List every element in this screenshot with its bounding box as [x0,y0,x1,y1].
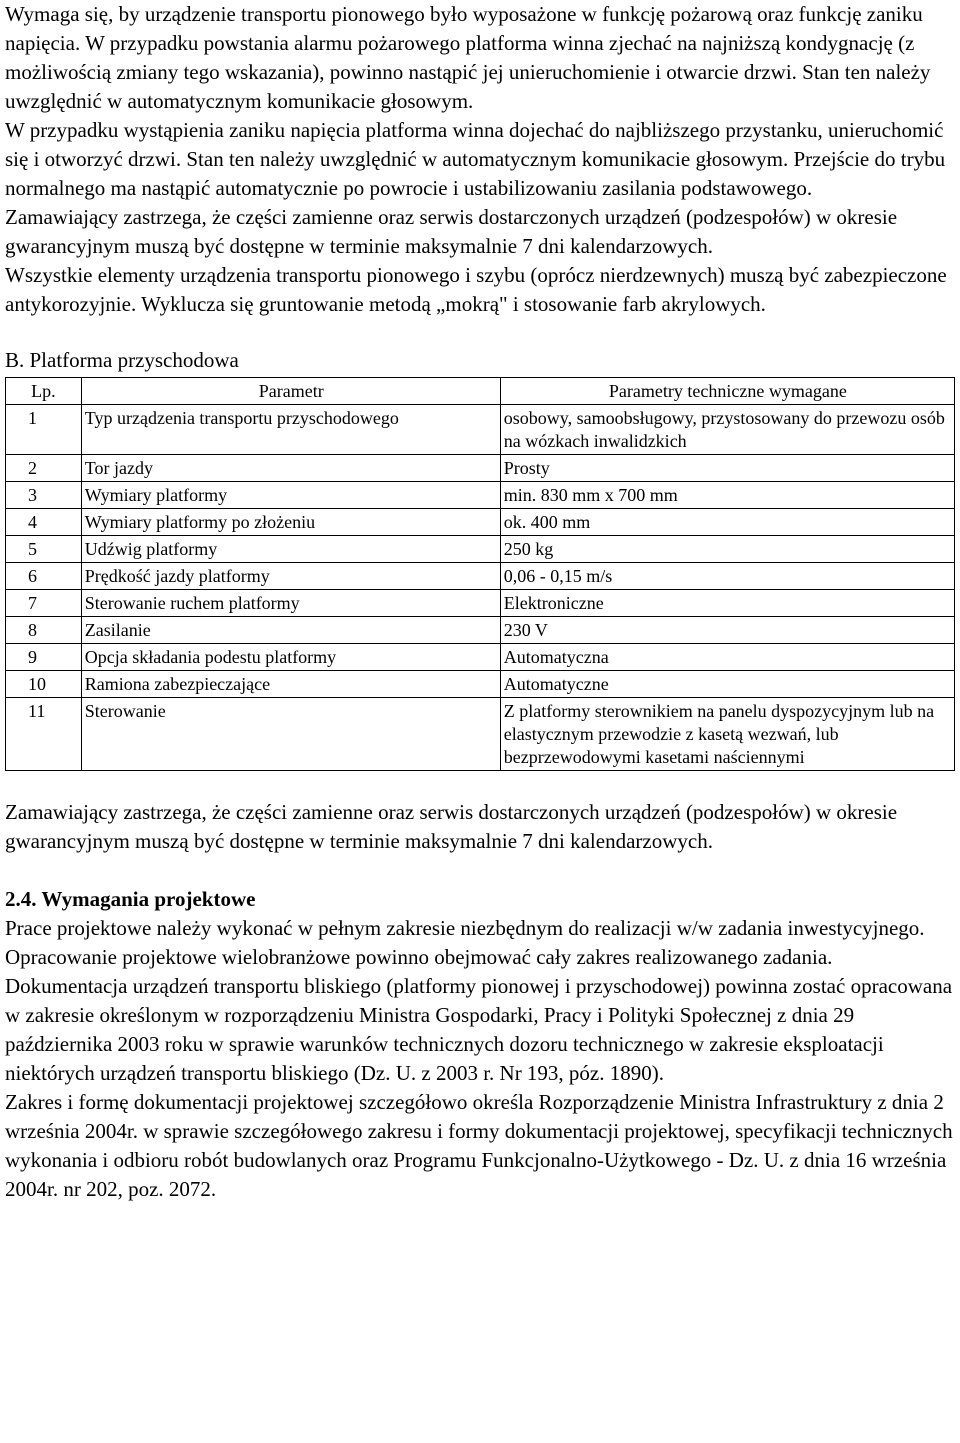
row-requirement: Automatyczne [500,671,954,698]
row-requirement: 0,06 - 0,15 m/s [500,563,954,590]
table-row [6,455,955,482]
paragraph-power-loss: W przypadku wystąpienia zaniku napięcia platforma winna dojechać do najbliższego przystanku, unieruchomić się i otworzyć drzwi. Stan ten należy uwzględnić w automatycznym komunikacie głosowym. Przejście do trybu normalnego ma nastąpić automatycznie po powrocie i ustabilizowaniu zasilania podstawowego. [5,118,946,200]
table-header-row [6,378,955,405]
row-requirement: 250 kg [500,536,954,563]
row-requirement: osobowy, samoobsługowy, przystosowany do przewozu osób na wózkach inwalidzkich [500,405,954,455]
row-number: 8 [6,617,82,644]
table-row [6,698,955,771]
paragraph-spare-parts-repeat: Zamawiający zastrzega, że części zamienne oraz serwis dostarczonych urządzeń (podzespołów) w okresie gwarancyjnym muszą być dostępne w terminie maksymalnie 7 dni kalendarzowych. [5,800,898,853]
row-requirement: min. 830 mm x 700 mm [500,482,954,509]
row-number: 5 [6,536,82,563]
table-row [6,671,955,698]
table-row [6,644,955,671]
paragraph-fire-function: Wymaga się, by urządzenie transportu pionowego było wyposażone w funkcję pożarową oraz funkcję zaniku napięcia. W przypadku powstania alarmu pożarowego platforma winna zjechać na najniższą kondygnację (z możliwością zmiany tego wskazania), powinno nastąpić jej unieruchomienie i otwarcie drzwi. Stan ten należy uwzględnić w automatycznym komunikacie głosowym. [5,2,931,113]
row-parameter: Wymiary platformy [81,482,500,509]
row-number: 7 [6,590,82,617]
row-number: 9 [6,644,82,671]
table-row [6,509,955,536]
header-parameter: Parametr [81,378,500,405]
row-number: 1 [6,405,82,455]
table-row [6,617,955,644]
row-requirement: Automatyczna [500,644,954,671]
row-requirement: Elektroniczne [500,590,954,617]
row-parameter: Opcja składania podestu platformy [81,644,500,671]
row-parameter: Zasilanie [81,617,500,644]
section-24-title: 2.4. Wymagania projektowe [5,887,256,911]
paragraph-documentation-form: Zakres i formę dokumentacji projektowej szczegółowo określa Rozporządzenie Ministra Infrastruktury z dnia 2 września 2004r. w sprawie szczegółowego zakresu i formy dokumentacji projektowej, specyfikacji technicznych wykonania i odbioru robót budowlanych oraz Programu Funkcjonalno-Użytkowego - Dz. U. z dnia 16 września 2004r. nr 202, poz. 2072. [5,1090,953,1201]
row-number: 3 [6,482,82,509]
row-parameter: Prędkość jazdy platformy [81,563,500,590]
row-requirement: Prosty [500,455,954,482]
table-body [6,405,955,771]
table-row [6,482,955,509]
section-b-title: B. Platforma przyschodowa [5,348,239,372]
table-row [6,563,955,590]
row-number: 2 [6,455,82,482]
row-number: 10 [6,671,82,698]
header-lp: Lp. [6,378,82,405]
paragraph-design-scope: Prace projektowe należy wykonać w pełnym zakresie niezbędnym do realizacji w/w zadania inwestycyjnego. Opracowanie projektowe wielobranżowe powinno obejmować cały zakres realizowanego zadania. [5,916,925,969]
row-requirement: Z platformy sterownikiem na panelu dyspozycyjnym lub na elastycznym przewodzie z kasetą wezwań, lub bezprzewodowymi kasetami naściennymi [500,698,954,771]
row-requirement: 230 V [500,617,954,644]
table-row [6,536,955,563]
row-number: 4 [6,509,82,536]
paragraph-spare-parts: Zamawiający zastrzega, że części zamienne oraz serwis dostarczonych urządzeń (podzespołów) w okresie gwarancyjnym muszą być dostępne w terminie maksymalnie 7 dni kalendarzowych. [5,205,898,258]
row-parameter: Tor jazdy [81,455,500,482]
row-number: 11 [6,698,82,771]
paragraph-documentation-regulation: Dokumentacja urządzeń transportu bliskiego (platformy pionowej i przyschodowej) powinna zostać opracowana w zakresie określonym w rozporządzeniu Ministra Gospodarki, Pracy i Polityki Społecznej z dnia 29 października 2003 roku w sprawie warunków technicznych dozoru technicznego w zakresie eksploatacji niektórych urządzeń transportu bliskiego (Dz. U. z 2003 r. Nr 193, póz. 1890). [5,974,953,1085]
header-requirements: Parametry techniczne wymagane [500,378,954,405]
paragraph-anticorrosion: Wszystkie elementy urządzenia transportu pionowego i szybu (oprócz nierdzewnych) muszą być zabezpieczone antykorozyjnie. Wyklucza się gruntowanie metodą „mokrą" i stosowanie farb akrylowych. [5,263,947,316]
row-parameter: Ramiona zabezpieczające [81,671,500,698]
table-row [6,590,955,617]
row-parameter: Typ urządzenia transportu przyschodowego [81,405,500,455]
row-parameter: Sterowanie ruchem platformy [81,590,500,617]
row-number: 6 [6,563,82,590]
platform-spec-table [5,377,955,771]
table-row [6,405,955,455]
row-parameter: Wymiary platformy po złożeniu [81,509,500,536]
row-parameter: Udźwig platformy [81,536,500,563]
row-parameter: Sterowanie [81,698,500,771]
row-requirement: ok. 400 mm [500,509,954,536]
